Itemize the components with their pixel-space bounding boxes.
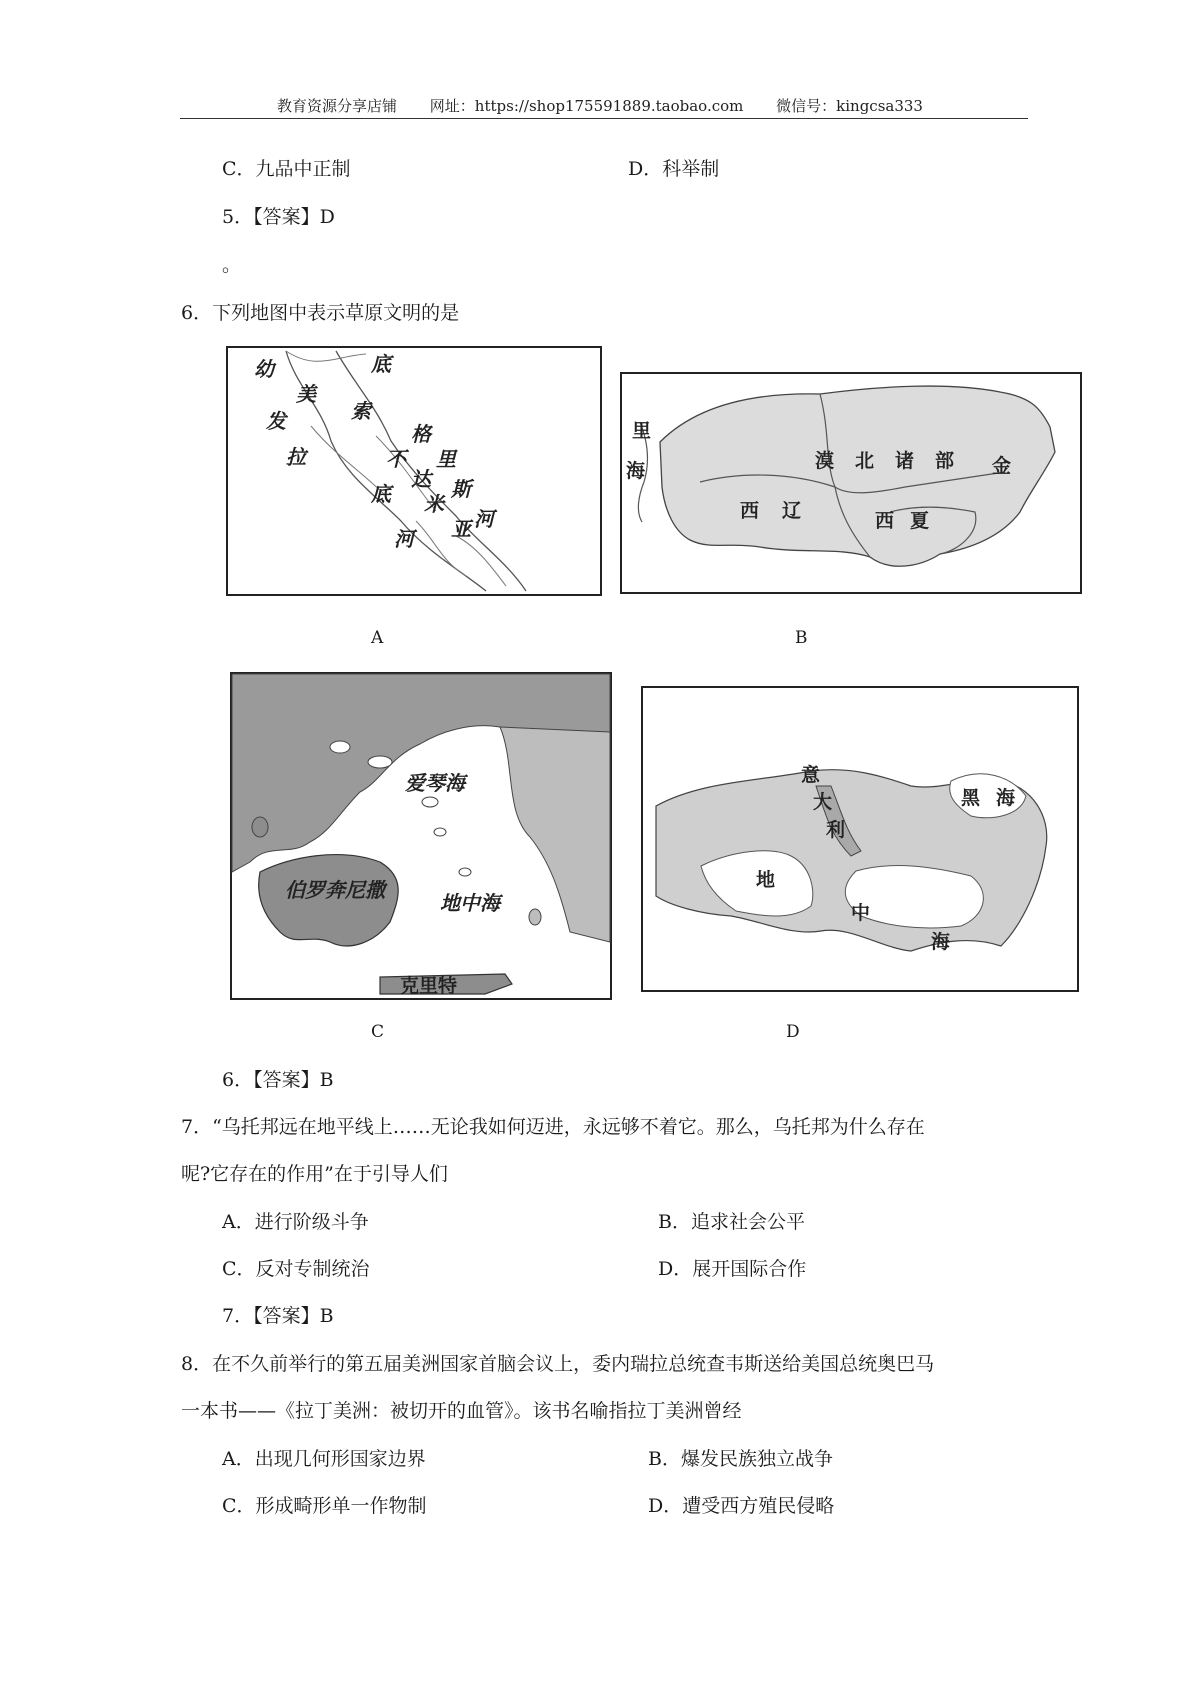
map-c-label: 克里特 [400, 975, 458, 997]
q7-option-d: D．展开国际合作 [658, 1258, 807, 1280]
header-rule [180, 118, 1028, 119]
map-b-caption: B [795, 628, 808, 648]
map-a-label: 河 [474, 507, 494, 531]
map-a-label: 米 [424, 492, 444, 516]
map-d-label: 中 [851, 902, 871, 924]
map-a-label: 索 [351, 399, 371, 423]
map-b-label: 部 [935, 450, 955, 472]
map-b-steppe [620, 372, 1082, 594]
map-b-label: 漠 [815, 450, 835, 472]
q8-stem-line1: 8．在不久前举行的第五届美洲国家首脑会议上，委内瑞拉总统查韦斯送给美国总统奥巴马 [181, 1353, 935, 1375]
map-b-label: 海 [626, 460, 646, 482]
map-d-rome [641, 686, 1079, 992]
header-website: 网址：https://shop175591889.taobao.com [429, 97, 744, 115]
map-a-label: 河 [394, 527, 414, 551]
q8-option-d: D．遭受西方殖民侵略 [648, 1495, 835, 1517]
map-b-label: 金 [992, 455, 1012, 477]
q5-option-c: C．九品中正制 [222, 158, 351, 180]
map-b-label: 夏 [910, 510, 930, 532]
map-c-label: 地中海 [440, 891, 500, 915]
map-a-label: 达 [411, 467, 431, 491]
q7-answer: 7．【答案】B [222, 1305, 334, 1327]
map-c-label: 爱琴海 [405, 771, 465, 795]
map-d-label: 大 [813, 791, 833, 813]
map-a-caption: A [371, 628, 384, 648]
map-a-label: 斯 [451, 477, 471, 501]
q5-option-d: D．科举制 [628, 158, 720, 180]
q6-stem: 6．下列地图中表示草原文明的是 [181, 302, 460, 324]
map-a-label: 发 [266, 409, 286, 433]
map-d-label: 意 [801, 764, 821, 786]
q6-answer: 6．【答案】B [222, 1069, 334, 1091]
map-a-mesopotamia [226, 346, 602, 596]
map-b-label: 里 [632, 420, 652, 442]
header-wechat: 微信号：kingcsa333 [776, 97, 923, 115]
header-shop: 教育资源分享店铺 [277, 97, 398, 115]
map-a-label: 里 [436, 447, 456, 471]
q5-answer: 5．【答案】D [222, 206, 335, 228]
map-d-label: 地 [756, 869, 776, 891]
q8-option-a: A．出现几何形国家边界 [222, 1448, 426, 1470]
map-a-label: 美 [296, 382, 316, 406]
map-d-label: 利 [826, 819, 846, 841]
map-a-label: 底 [371, 482, 391, 506]
q7-option-a: A．进行阶级斗争 [222, 1211, 369, 1233]
q8-option-c: C．形成畸形单一作物制 [222, 1495, 427, 1517]
map-a-label: 格 [411, 422, 431, 446]
q5-note: 。 [222, 254, 242, 276]
map-c-label: 伯罗奔尼撒 [285, 878, 385, 902]
map-b-label: 北 [855, 450, 875, 472]
q7-option-b: B．追求社会公平 [658, 1211, 805, 1233]
map-d-label: 黑 [961, 787, 981, 809]
map-a-label: 亚 [451, 517, 471, 541]
map-c-caption: C [371, 1022, 385, 1042]
map-a-label: 拉 [286, 445, 306, 469]
q7-stem-line1: 7．“乌托邦远在地平线上……无论我如何迈进，永远够不着它。那么，乌托邦为什么存在 [181, 1116, 925, 1138]
map-a-label: 不 [386, 447, 406, 471]
map-b-label: 辽 [782, 500, 802, 522]
q8-option-b: B．爆发民族独立战争 [648, 1448, 833, 1470]
map-b-label: 诸 [895, 450, 915, 472]
q8-stem-line2: 一本书——《拉丁美洲：被切开的血管》。该书名喻指拉丁美洲曾经 [181, 1400, 742, 1422]
map-a-label: 底 [371, 352, 391, 376]
map-a-label: 幼 [254, 357, 274, 381]
map-b-label: 西 [875, 510, 895, 532]
map-c-greece [230, 672, 612, 1000]
q7-stem-line2: 呢?它存在的作用”在于引导人们 [181, 1163, 448, 1185]
map-b-label: 西 [740, 500, 760, 522]
page-header [0, 95, 1200, 116]
map-d-caption: D [786, 1022, 800, 1042]
map-d-label: 海 [931, 931, 951, 953]
q7-option-c: C．反对专制统治 [222, 1258, 370, 1280]
map-d-label: 海 [996, 787, 1016, 809]
